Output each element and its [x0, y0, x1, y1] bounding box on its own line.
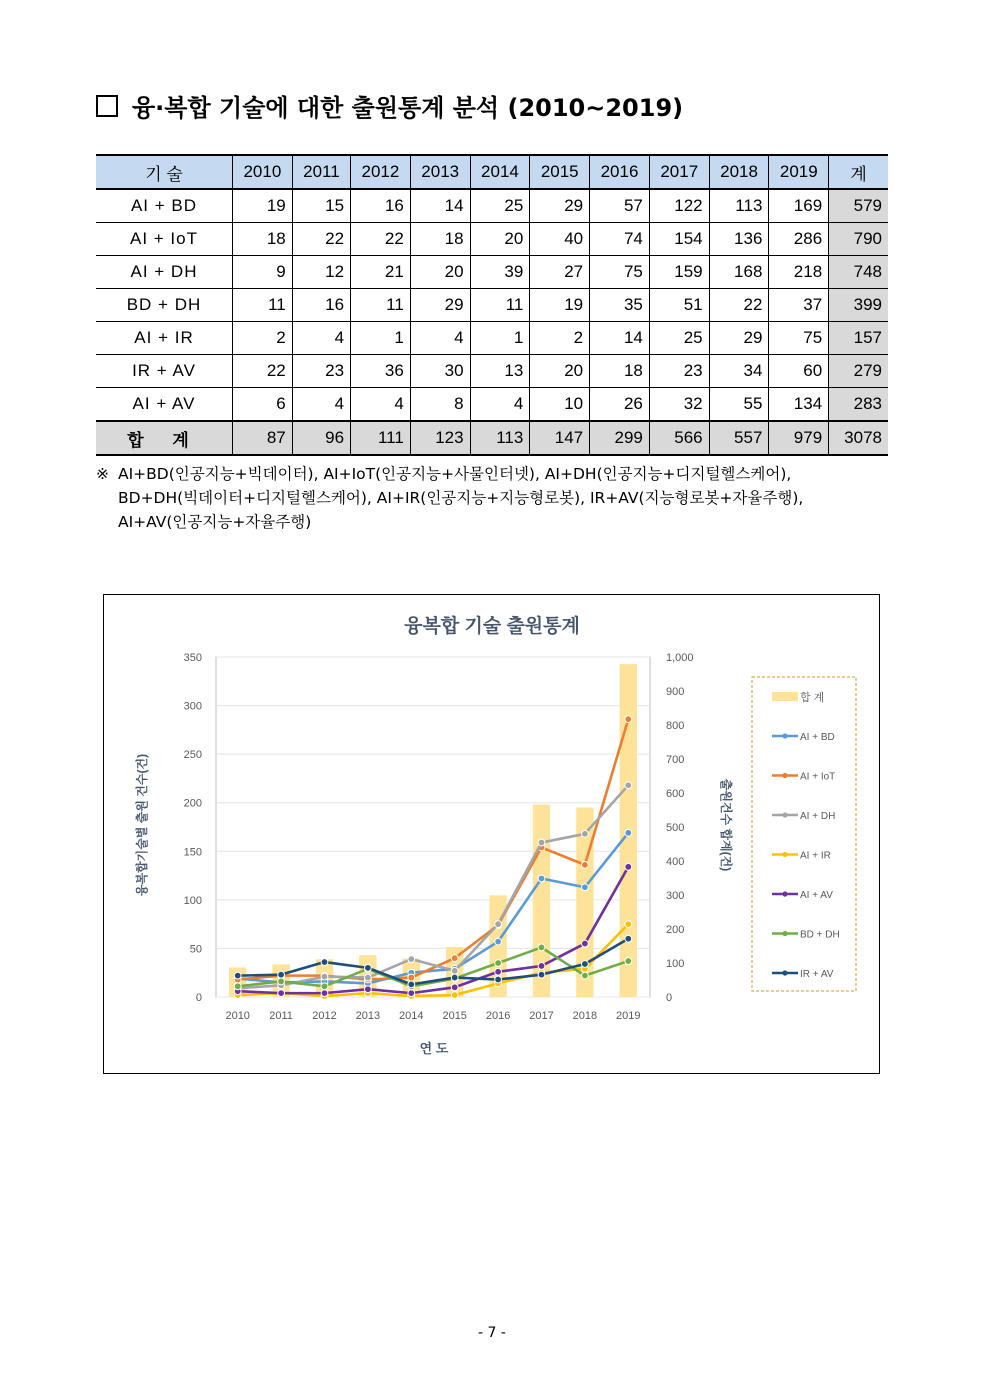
y-tick-label: 50 — [189, 943, 202, 956]
data-point — [538, 839, 545, 846]
data-point — [625, 716, 632, 723]
table-cell: 32 — [649, 388, 709, 422]
y-tick-label: 100 — [183, 894, 202, 907]
y-axis-title: 융복합기술별 출원 건수(건) — [135, 753, 149, 897]
table-cell: 16 — [351, 189, 411, 223]
table-cell: 60 — [769, 355, 829, 388]
row-total-cell: 157 — [829, 322, 888, 355]
data-point — [321, 983, 328, 990]
data-point — [365, 974, 372, 981]
series-line — [238, 719, 629, 979]
table-header-row — [96, 155, 888, 189]
y2-axis-title: 출원건수 합계(건) — [719, 778, 733, 872]
table-cell: 25 — [649, 322, 709, 355]
x-axis-title: 연 도 — [419, 1041, 449, 1056]
table-cell: 154 — [649, 223, 709, 256]
y-tick-label: 0 — [195, 992, 202, 1004]
table-cell: 4 — [292, 388, 350, 422]
data-point — [495, 960, 502, 967]
table-cell: 4 — [470, 388, 530, 422]
table-cell: 123 — [410, 421, 470, 455]
data-point — [278, 971, 285, 978]
data-point — [582, 884, 589, 891]
data-point — [495, 921, 502, 928]
table-cell: 4 — [351, 388, 411, 422]
y2-tick-label: 600 — [666, 788, 685, 800]
data-point — [451, 984, 458, 991]
table-cell: 122 — [649, 189, 709, 223]
table-cell: 1 — [470, 322, 530, 355]
row-total-cell: 790 — [829, 223, 888, 256]
data-point — [451, 992, 458, 999]
table-cell: 29 — [410, 289, 470, 322]
data-point — [538, 875, 545, 882]
row-total-cell: 748 — [829, 256, 888, 289]
column-header: 2019 — [769, 155, 829, 189]
row-label: AI + IoT — [96, 223, 233, 256]
x-tick-label: 2018 — [572, 1010, 598, 1022]
table-cell: 29 — [709, 322, 769, 355]
x-tick-label: 2012 — [312, 1010, 337, 1022]
data-point — [408, 981, 415, 988]
data-point — [495, 968, 502, 975]
page-number: - 7 - — [478, 1325, 506, 1341]
table-cell: 22 — [709, 289, 769, 322]
table-cell: 39 — [470, 256, 530, 289]
table-cell: 26 — [590, 388, 650, 422]
row-total-cell: 283 — [829, 388, 888, 422]
data-point — [495, 976, 502, 983]
legend-label: 합 계 — [800, 692, 825, 704]
legend-marker — [782, 852, 787, 857]
legend-label: IR + AV — [800, 969, 834, 980]
table-cell: 75 — [590, 256, 650, 289]
legend-marker — [782, 812, 787, 817]
x-tick-label: 2017 — [529, 1010, 554, 1022]
table-cell: 8 — [410, 388, 470, 422]
table-row — [96, 388, 888, 422]
data-point — [408, 956, 415, 963]
reference-mark: ※ — [96, 465, 109, 483]
table-cell: 4 — [292, 322, 350, 355]
data-point — [451, 974, 458, 981]
data-point — [625, 958, 632, 965]
table-cell: 19 — [233, 189, 293, 223]
series-line — [238, 833, 629, 984]
table-cell: 134 — [769, 388, 829, 422]
table-cell: 22 — [351, 223, 411, 256]
legend-marker — [782, 931, 787, 936]
table-cell: 15 — [292, 189, 350, 223]
table-cell: 30 — [410, 355, 470, 388]
table-cell: 286 — [769, 223, 829, 256]
data-point — [234, 983, 241, 990]
table-cell: 16 — [292, 289, 350, 322]
row-label: AI + IR — [96, 322, 233, 355]
row-total-cell: 579 — [829, 189, 888, 223]
table-cell: 111 — [351, 421, 411, 455]
table-row — [96, 189, 888, 223]
x-tick-label: 2019 — [616, 1010, 641, 1022]
row-label: AI + AV — [96, 388, 233, 422]
column-header: 2015 — [530, 155, 590, 189]
legend-swatch-total — [772, 692, 798, 701]
table-cell: 34 — [709, 355, 769, 388]
table-cell: 4 — [410, 322, 470, 355]
table-sum-row — [96, 421, 888, 455]
column-header: 2010 — [233, 155, 293, 189]
data-point — [625, 935, 632, 942]
table-row — [96, 256, 888, 289]
y2-tick-label: 1,000 — [666, 652, 694, 664]
data-point — [582, 861, 589, 868]
footnote-line-3: AI+AV(인공지능+자율주행) — [118, 513, 312, 531]
legend-label: AI + BD — [800, 732, 835, 743]
table-cell: 51 — [649, 289, 709, 322]
table-cell: 13 — [470, 355, 530, 388]
series-line — [238, 785, 629, 988]
y-tick-label: 300 — [183, 700, 202, 713]
table-cell: 979 — [769, 421, 829, 455]
data-point — [278, 978, 285, 985]
data-point — [408, 974, 415, 981]
data-point — [625, 921, 632, 928]
footnote-line-1: AI+BD(인공지능+빅데이터), AI+IoT(인공지능+사물인터넷), AI+DH(인공지능+디지털헬스케어), — [118, 465, 792, 483]
legend-label: AI + AV — [800, 890, 833, 901]
row-total-cell: 399 — [829, 289, 888, 322]
y2-tick-label: 900 — [666, 686, 685, 698]
data-point — [451, 955, 458, 962]
x-tick-label: 2013 — [355, 1010, 381, 1022]
row-label: AI + BD — [96, 189, 233, 223]
table-row — [96, 223, 888, 256]
column-header: 2014 — [470, 155, 530, 189]
table-cell: 27 — [530, 256, 590, 289]
series-line — [238, 924, 629, 996]
legend-label: AI + IR — [800, 850, 831, 862]
column-header: 2017 — [649, 155, 709, 189]
x-tick-label: 2014 — [399, 1010, 424, 1022]
table-cell: 113 — [709, 189, 769, 223]
data-point — [321, 959, 328, 966]
legend-label: AI + DH — [800, 811, 836, 822]
row-label: AI + DH — [96, 256, 233, 289]
y2-tick-label: 700 — [666, 754, 685, 766]
table-cell: 218 — [769, 256, 829, 289]
y-tick-label: 150 — [183, 846, 202, 859]
table-cell: 23 — [649, 355, 709, 388]
table-cell: 9 — [233, 256, 293, 289]
table-cell: 35 — [590, 289, 650, 322]
y2-tick-label: 0 — [666, 992, 673, 1004]
table-body — [96, 189, 888, 455]
chart-frame — [103, 594, 880, 1074]
table-cell: 113 — [470, 421, 530, 455]
table-cell: 18 — [233, 223, 293, 256]
y2-tick-label: 100 — [666, 958, 685, 970]
y2-tick-label: 500 — [666, 822, 685, 834]
table-cell: 2 — [530, 322, 590, 355]
table-cell: 75 — [769, 322, 829, 355]
y2-tick-label: 300 — [666, 890, 685, 902]
table-cell: 22 — [292, 223, 350, 256]
section-title: 융·복합 기술에 대한 출원통계 분석 (2010~2019) — [132, 94, 684, 122]
y2-tick-label: 800 — [666, 720, 685, 732]
table-cell: 19 — [530, 289, 590, 322]
table-cell: 87 — [233, 421, 293, 455]
series-line — [238, 939, 629, 985]
y-tick-label: 200 — [183, 797, 202, 810]
data-point — [582, 972, 589, 979]
legend-marker — [782, 733, 787, 738]
table-row — [96, 355, 888, 388]
table-cell: 25 — [470, 189, 530, 223]
column-header: 2018 — [709, 155, 769, 189]
x-tick-label: 2010 — [225, 1010, 250, 1022]
series-line — [238, 867, 629, 993]
table-cell: 169 — [769, 189, 829, 223]
data-point — [582, 940, 589, 947]
combo-chart — [104, 595, 879, 1073]
row-label: BD + DH — [96, 289, 233, 322]
data-point — [451, 967, 458, 974]
data-point — [495, 938, 502, 945]
table-cell: 36 — [351, 355, 411, 388]
table-cell: 96 — [292, 421, 350, 455]
data-point — [365, 964, 372, 971]
table-cell: 74 — [590, 223, 650, 256]
table-cell: 2 — [233, 322, 293, 355]
y2-tick-label: 200 — [666, 924, 685, 936]
table-cell: 159 — [649, 256, 709, 289]
legend-marker — [782, 970, 787, 975]
table-cell: 147 — [530, 421, 590, 455]
table-cell: 29 — [530, 189, 590, 223]
legend-box — [752, 677, 856, 991]
table-cell: 14 — [590, 322, 650, 355]
data-point — [582, 830, 589, 837]
row-label: IR + AV — [96, 355, 233, 388]
table-cell: 11 — [470, 289, 530, 322]
x-tick-label: 2016 — [485, 1010, 511, 1022]
table-cell: 23 — [292, 355, 350, 388]
legend-marker — [782, 773, 787, 778]
table-cell: 20 — [470, 223, 530, 256]
data-point — [625, 829, 632, 836]
table-cell: 20 — [410, 256, 470, 289]
data-point — [408, 990, 415, 997]
data-point — [278, 990, 285, 997]
table-cell: 11 — [233, 289, 293, 322]
table-cell: 37 — [769, 289, 829, 322]
x-tick-label: 2011 — [269, 1010, 293, 1022]
x-tick-label: 2015 — [442, 1010, 467, 1022]
row-total-cell: 279 — [829, 355, 888, 388]
column-header: 계 — [829, 155, 888, 189]
table-cell: 18 — [410, 223, 470, 256]
table-cell: 299 — [590, 421, 650, 455]
column-header: 2011 — [292, 155, 350, 189]
table-cell: 136 — [709, 223, 769, 256]
table-cell: 10 — [530, 388, 590, 422]
column-header: 2013 — [410, 155, 470, 189]
table-cell: 40 — [530, 223, 590, 256]
data-point — [625, 782, 632, 789]
column-header: 기 술 — [96, 155, 233, 189]
table-row — [96, 289, 888, 322]
checkbox-square-icon — [96, 95, 118, 117]
section-heading — [96, 88, 683, 123]
table-cell: 20 — [530, 355, 590, 388]
data-point — [538, 963, 545, 970]
footnote-line-2: BD+DH(빅데이터+디지털헬스케어), AI+IR(인공지능+지능형로봇), IR+AV(지능형로봇+자율주행), — [118, 489, 804, 507]
table-cell: 566 — [649, 421, 709, 455]
table-cell: 11 — [351, 289, 411, 322]
table-row — [96, 322, 888, 355]
table-cell: 57 — [590, 189, 650, 223]
legend-label: AI + IoT — [800, 771, 836, 783]
data-point — [538, 944, 545, 951]
data-point — [625, 863, 632, 870]
column-header: 2012 — [351, 155, 411, 189]
data-point — [321, 990, 328, 997]
legend-label: BD + DH — [800, 929, 840, 941]
y2-tick-label: 400 — [666, 856, 685, 868]
data-point — [321, 973, 328, 980]
footnote — [96, 462, 803, 534]
table-cell: 557 — [709, 421, 769, 455]
statistics-table — [96, 154, 888, 456]
table-cell: 6 — [233, 388, 293, 422]
table-cell: 1 — [351, 322, 411, 355]
row-label: 합 계 — [96, 421, 233, 455]
table-cell: 22 — [233, 355, 293, 388]
data-point — [234, 972, 241, 979]
data-point — [365, 986, 372, 993]
chart-title: 융복합 기술 출원통계 — [404, 616, 580, 637]
data-point — [538, 971, 545, 978]
table-cell: 21 — [351, 256, 411, 289]
data-point — [582, 961, 589, 968]
row-total-cell: 3078 — [829, 421, 888, 455]
table-cell: 12 — [292, 256, 350, 289]
table-cell: 55 — [709, 388, 769, 422]
table-cell: 168 — [709, 256, 769, 289]
y-tick-label: 350 — [183, 652, 202, 664]
column-header: 2016 — [590, 155, 650, 189]
y-tick-label: 250 — [183, 749, 202, 762]
table-cell: 18 — [590, 355, 650, 388]
legend-marker — [782, 891, 787, 896]
table-cell: 14 — [410, 189, 470, 223]
